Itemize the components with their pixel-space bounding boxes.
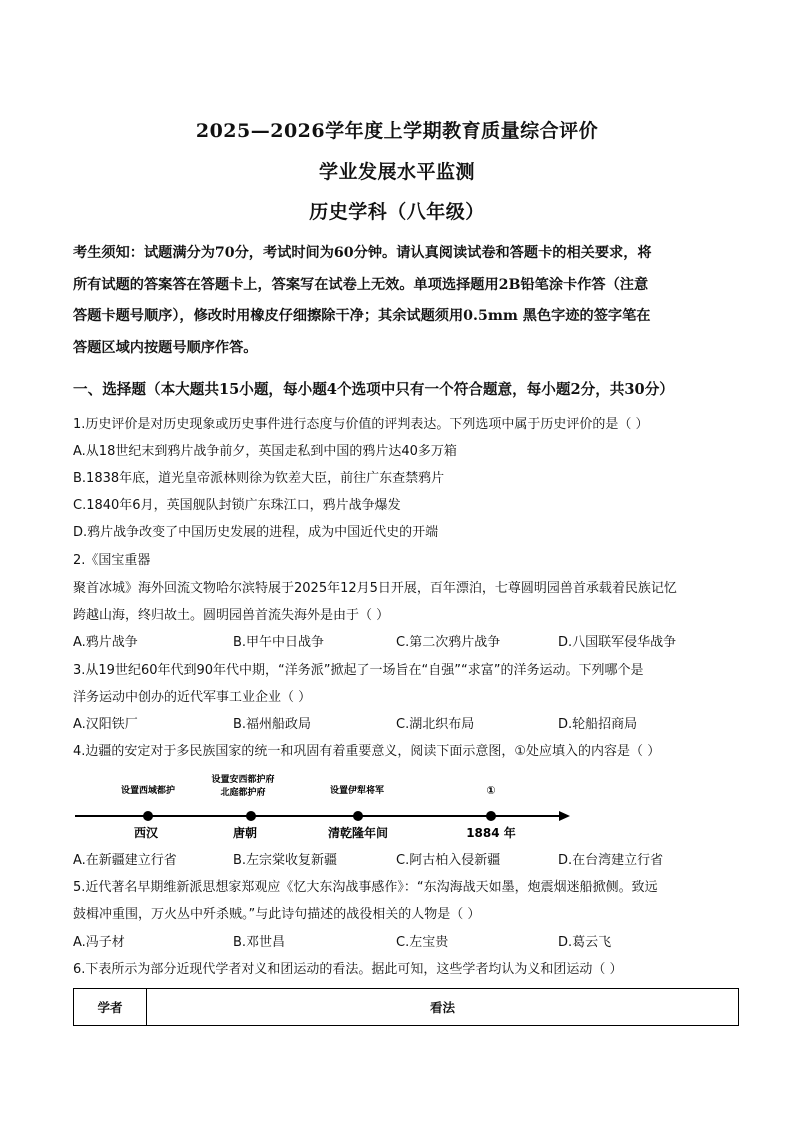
question-1-option-d: D.鸦片战争改变了中国历史发展的进程，成为中国近代史的开端 (73, 525, 439, 540)
question-5-option-c: C.左宝贵 (396, 935, 449, 950)
question-5-stem: 5.近代著名早期维新派思想家郑观应《忆大东沟战事感作》：“东沟海战天如墨，炮震烟迷船掀侧。致远 (73, 880, 658, 895)
timeline-period-label: 清乾隆年间 (327, 826, 389, 840)
question-5-option-b: B.邓世昌 (233, 935, 286, 950)
timeline-point (353, 811, 363, 821)
section-heading: 一、选择题（本大题共15小题，每小题4个选项中只有一个符合题意，每小题2分，共30分） (73, 381, 674, 398)
timeline-event-label: 设置西域都护 (120, 786, 176, 796)
notice-line: 考生须知：试题满分为70分，考试时间为60分钟。请认真阅读试卷和答题卡的相关要求，将 (73, 245, 652, 261)
question-4-option-c: C.阿古柏入侵新疆 (396, 853, 501, 868)
table-header-view: 看法 (147, 989, 739, 1026)
question-3-stem: 3.从19世纪60年代到90年代中期，“洋务派”掀起了一场旨在“自强”“求富”的洋务运动。下列哪个是 (73, 663, 644, 678)
timeline-point (246, 811, 256, 821)
subject-title: 历史学科（八年级） (309, 201, 485, 223)
question-2-option-a: A.鸦片战争 (73, 635, 138, 650)
question-4-option-b: B.左宗棠收复新疆 (233, 853, 338, 868)
question-2-stem: 跨越山海，终归故土。圆明园兽首流失海外是由于（ ） (73, 608, 390, 623)
notice-line: 答题区域内按题号顺序作答。 (73, 339, 258, 356)
timeline-event-label: 设置伊犁将军 (329, 786, 385, 796)
frontier-timeline-diagram (73, 770, 573, 850)
timeline-event-label: ① (486, 784, 496, 797)
timeline-arrow (559, 811, 570, 821)
timeline-event-label: 北庭都护府 (220, 788, 266, 798)
question-2-option-d: D.八国联军侵华战争 (558, 635, 677, 650)
question-4-option-d: D.在台湾建立行省 (558, 853, 664, 868)
question-5-option-a: A.冯子材 (73, 935, 125, 950)
question-3-option-c: C.湖北织布局 (396, 717, 475, 732)
timeline-event-label: 设置安西都护府 (211, 775, 275, 785)
exam-title: 2025—2026学年度上学期教育质量综合评价 (195, 120, 599, 142)
question-1-option-c: C.1840年6月，英国舰队封锁广东珠江口，鸦片战争爆发 (73, 498, 401, 513)
notice-line: 所有试题的答案答在答题卡上，答案写在试卷上无效。单项选择题用2B铅笔涂卡作答（注意 (73, 276, 649, 293)
question-1-option-b: B.1838年底，道光皇帝派林则徐为钦差大臣，前往广东查禁鸦片 (73, 471, 445, 486)
question-3-option-d: D.轮船招商局 (558, 717, 638, 732)
timeline-period-label: 1884 年 (466, 826, 516, 840)
timeline-period-label: 西汉 (133, 826, 159, 840)
question-2-option-b: B.甲午中日战争 (233, 635, 325, 650)
question-1-stem: 1.历史评价是对历史现象或历史事件进行态度与价值的评判表达。下列选项中属于历史评价的是（ ） (73, 417, 649, 432)
timeline-point (143, 811, 153, 821)
question-2-option-c: C.第二次鸦片战争 (396, 635, 501, 650)
notice-line: 答题卡题号顺序），修改时用橡皮仔细擦除干净；其余试题须用0.5mm 黑色字迹的签字笔在 (73, 308, 651, 324)
question-2-stem: 2.《国宝重器 (73, 553, 151, 568)
question-1-option-a: A.从18世纪末到鸦片战争前夕，英国走私到中国的鸦片达40多万箱 (73, 444, 457, 459)
question-2-stem: 聚首冰城》海外回流文物哈尔滨特展于2025年12月5日开展，百年漂泊，七尊圆明园兽首承载着民族记忆 (73, 581, 677, 596)
scholar-views-table (73, 988, 739, 1026)
exam-notice (73, 238, 723, 364)
question-6-stem: 6.下表所示为部分近现代学者对义和团运动的看法。据此可知，这些学者均认为义和团运动（ ） (73, 962, 623, 977)
question-3-option-b: B.福州船政局 (233, 717, 312, 732)
question-4-stem: 4.边疆的安定对于多民族国家的统一和巩固有着重要意义，阅读下面示意图，①处应填入的内容是（ ） (73, 744, 661, 759)
question-3-stem: 洋务运动中创办的近代军事工业企业（ ） (73, 690, 312, 705)
question-4-option-a: A.在新疆建立行省 (73, 853, 177, 868)
question-3-option-a: A.汉阳铁厂 (73, 717, 138, 732)
question-5-stem: 鼓楫冲重围，万火丛中歼杀贼。”与此诗句描述的战役相关的人物是（ ） (73, 907, 481, 922)
table-header-row (74, 989, 739, 1026)
timeline-point (486, 811, 496, 821)
exam-subtitle: 学业发展水平监测 (318, 161, 475, 183)
table-header-scholar: 学者 (74, 989, 147, 1026)
question-5-option-d: D.葛云飞 (558, 935, 612, 950)
timeline-period-label: 唐朝 (232, 826, 258, 840)
